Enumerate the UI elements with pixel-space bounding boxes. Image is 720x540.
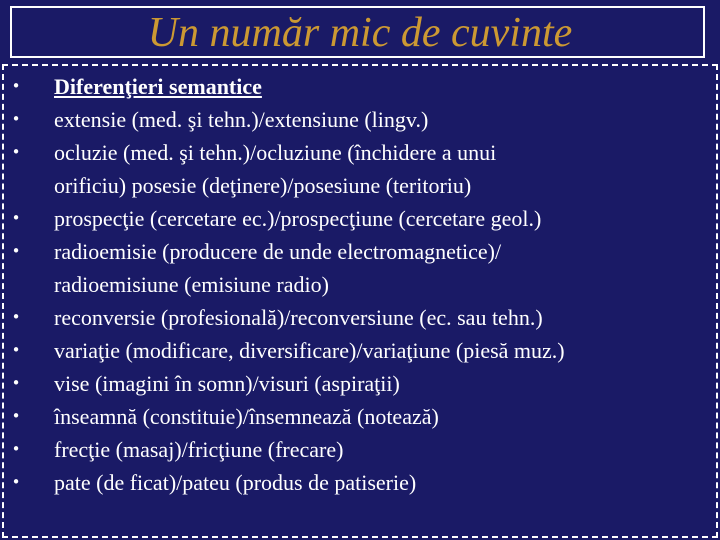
bullet-icon: • [11, 242, 21, 260]
list-item [0, 202, 714, 235]
bullet-icon: • [11, 77, 21, 95]
bullet-icon: • [11, 374, 21, 392]
bullet-icon: • [11, 110, 21, 128]
bullet-icon: • [11, 473, 21, 491]
list-item-text-continued: orificiu) posesie (deţinere)/posesiune (teritoriu) [54, 173, 472, 198]
list-item-text: frecţie (masaj)/fricţiune (frecare) [54, 437, 344, 462]
list-item [0, 367, 714, 400]
bullet-list [0, 70, 714, 499]
list-item-text: vise (imagini în somn)/visuri (aspiraţii) [54, 371, 400, 396]
list-item [0, 136, 714, 202]
list-heading-item [0, 70, 714, 103]
bullet-icon: • [11, 440, 21, 458]
list-item-text: pate (de ficat)/pateu (produs de patiserie) [54, 470, 417, 495]
list-item [0, 235, 714, 301]
bullet-icon: • [11, 341, 21, 359]
list-item [0, 301, 714, 334]
list-item-text: extensie (med. şi tehn.)/extensiune (lingv.) [54, 107, 429, 132]
bullet-icon: • [11, 308, 21, 326]
bullet-icon: • [11, 209, 21, 227]
list-item [0, 334, 714, 367]
list-item [0, 103, 714, 136]
list-item-text: reconversie (profesională)/reconversiune (ec. sau tehn.) [54, 305, 543, 330]
slide-title: Un număr mic de cuvinte [147, 10, 573, 56]
list-item-text: ocluzie (med. şi tehn.)/ocluziune (închidere a unui [54, 140, 497, 165]
list-item-text: prospecţie (cercetare ec.)/prospecţiune (cercetare geol.) [54, 206, 542, 231]
bullet-icon: • [11, 407, 21, 425]
list-item-text: înseamnă (constituie)/însemnează (notează) [54, 404, 439, 429]
list-item [0, 466, 714, 499]
list-item-text: radioemisie (producere de unde electromagnetice)/ [54, 239, 502, 264]
list-item [0, 433, 714, 466]
list-item-text-continued: radioemisiune (emisiune radio) [54, 272, 329, 297]
list-item [0, 400, 714, 433]
list-item-text: variaţie (modificare, diversificare)/variaţiune (piesă muz.) [54, 338, 565, 363]
section-heading: Diferenţieri semantice [54, 74, 262, 99]
bullet-icon: • [11, 143, 21, 161]
